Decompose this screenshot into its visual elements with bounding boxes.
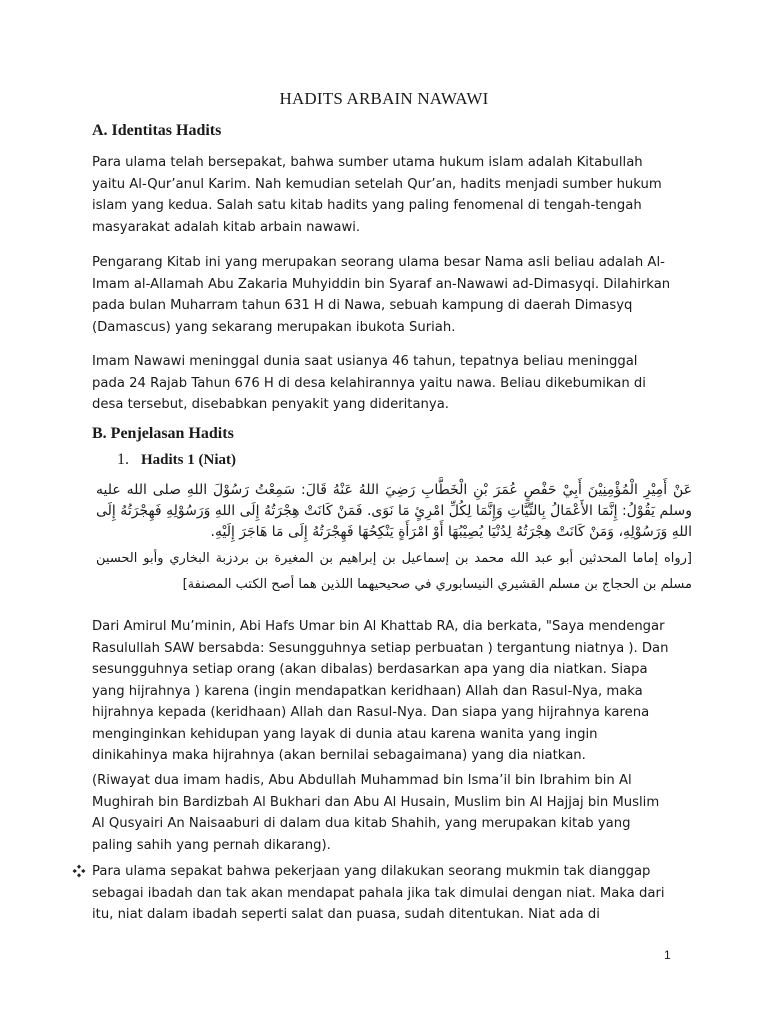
list-number: 1. [117,451,129,468]
paragraph-identitas-2: Pengarang Kitab ini yang merupakan seorang ulama besar Nama asli beliau adalah Al-Imam al-Allamah Abu Zakaria Muhyiddin bin Syaraf an-Nawawi ad-Dimasyqi. Dilahirkan pada bulan Muharram tahun 631 H di Nawa, sebuah kampung di daerah Dimasyq (Damascus) yang sekarang merupakan ibukota Suriah. [92,255,671,335]
hadith-translation: Dari Amirul Mu’minin, Abi Hafs Umar bin Al Khattab RA, dia berkata, "Saya mendengar Rasulullah SAW bersabda: Sesungguhnya setiap perbuatan ) tergantung niatnya ). Dan sesungguhnya setiap orang (akan dibalas) berdasarkan apa yang dia niatkan. Siapa yang hijrahnya ) karena (ingin mendapatkan keridhaan) Allah dan Rasul-Nya, maka hijrahnya kepada (keridhaan) Allah dan Rasul-Nya. Dan siapa yang hijrahnya karena menginginkan kehidupan yang layak di dunia atau karena wanita yang ingin dinikahinya maka hijrahnya (akan bernilai sebagaimana) yang dia niatkan. [92,619,669,763]
hadits-1-heading [117,451,236,469]
section-b-heading: B. Penjelasan Hadits [92,425,234,442]
document-title: HADITS ARBAIN NAWAWI [279,89,489,108]
paragraph-identitas-1: Para ulama telah bersepakat, bahwa sumber utama hukum islam adalah Kitabullah yaitu Al-Qur’anul Karim. Nah kemudian setelah Qur’an, hadits menjadi sumber hukum islam yang kedua. Salah satu kitab hadits yang paling fenomenal di tengah-tengah masyarakat adalah kitab arbain nawawi. [92,155,662,235]
hadits-1-title: Hadits 1 (Niat) [141,452,236,468]
page-number: 1 [664,948,671,962]
arabic-riwayat-text: [رواه إماما المحدثين أبو عبد الله محمد بن إسماعيل بن إبراهيم بن المغيرة بن بردزبة البخاري وأبو الحسين مسلم بن الحجاج بن مسلم القشيري النيسابوري في صحيحيهما اللذين هما أصح الكتب المصنفة] [96,551,692,592]
paragraph-identitas-3: Imam Nawawi meninggal dunia saat usianya 46 tahun, tepatnya beliau meninggal pada 24 Rajab Tahun 676 H di desa kelahirannya yaitu nawa. Beliau dikebumikan di desa tersebut, disebabkan penyakit yang dideritanya. [92,354,646,412]
bullet-paragraph: Para ulama sepakat bahwa pekerjaan yang dilakukan seorang mukmin tak dianggap sebagai ibadah dan tak akan mendapat pahala jika tak dimulai dengan niat. Maka dari itu, niat dalam ibadah seperti salat dan puasa, sudah ditentukan. Niat ada di [92,864,665,922]
four-diamond-bullet-icon [72,864,86,878]
arabic-hadith-text: عَنْ أَمِيْرِ الْمُؤْمِنِيْنَ أَبِيْ حَفْصٍ عُمَرَ بْنِ الْخَطَّابِ رَضِيَ اللهُ عَنْهُ قَالَ: سَمِعْتُ رَسُوْلَ اللهِ صلى الله عليه وسلم يَقُوْلُ: إِنَّمَا الأَعْمَالُ بِالنِّيَّاتِ وَإِنَّمَا لِكُلِّ امْرِئٍ مَا نَوَى. فَمَنْ كَانَتْ هِجْرَتُهُ إِلَى اللهِ وَرَسُوْلِهِ فَهِجْرَتُهُ إِلَى اللهِ وَرَسُوْلِهِ، وَمَنْ كَانَتْ هِجْرَتُهُ لِدُنْيَا يُصِيْبُهَا أَوْ امْرَأَةٍ يَنْكِحُهَا فَهِجْرَتُهُ إِلَى مَا هَاجَرَ إِلَيْهِ. [96,482,692,540]
section-a-heading: A. Identitas Hadits [92,122,222,139]
riwayat-translation: (Riwayat dua imam hadis, Abu Abdullah Muhammad bin Isma’il bin Ibrahim bin Al Mughirah bin Bardizbah Al Bukhari dan Abu Al Husain, Muslim bin Al Hajjaj bin Muslim Al Qusyairi An Naisaaburi di dalam dua kitab Shahih, yang merupakan kitab yang paling sahih yang pernah dikarang). [92,773,660,853]
